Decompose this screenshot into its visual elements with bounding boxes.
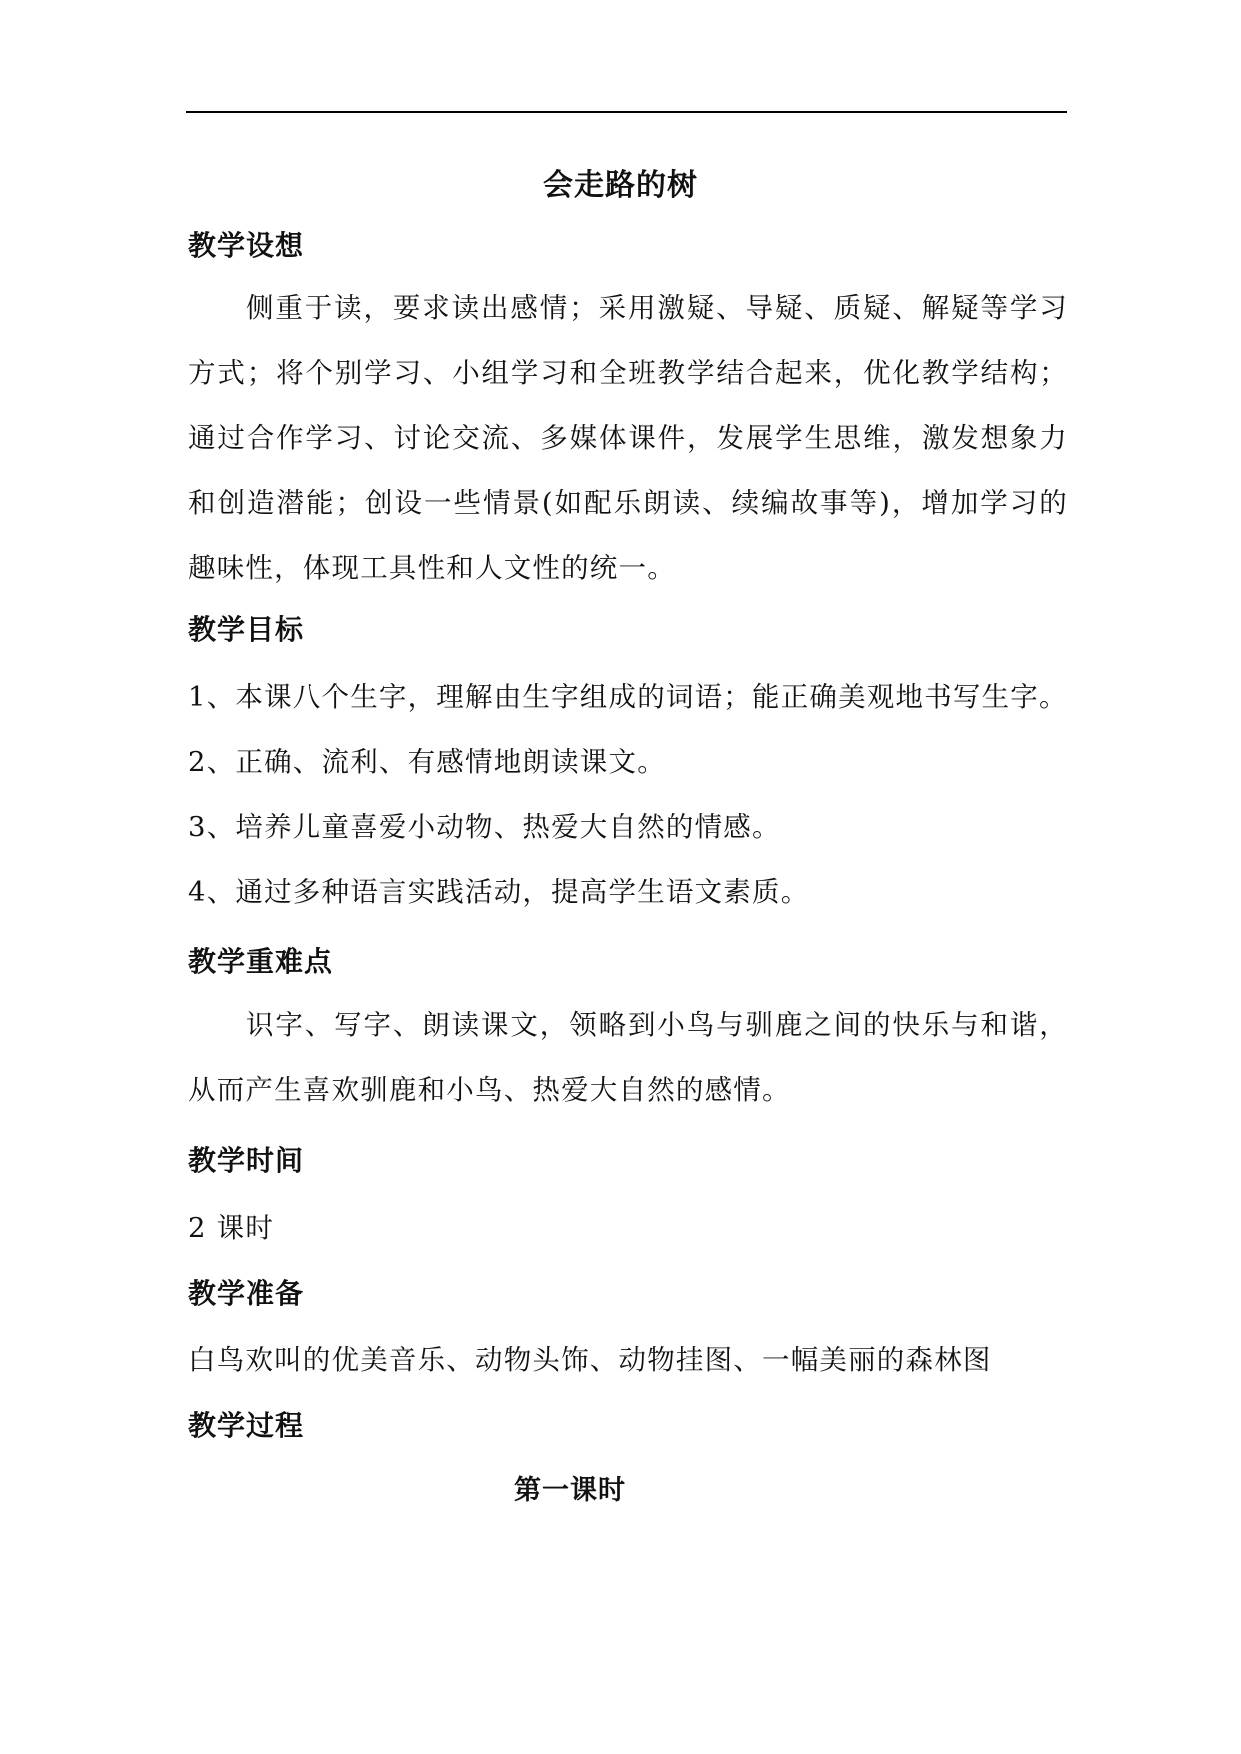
goal-item-3: 3、培养儿童喜爱小动物、热爱大自然的情感。 — [188, 811, 781, 843]
section-heading-prep: 教学准备 — [188, 1277, 305, 1310]
lesson-subheading: 第一课时 — [514, 1475, 626, 1506]
goal-item-4: 4、通过多种语言实践活动，提高学生语文素质。 — [188, 876, 810, 908]
section-heading-goals: 教学目标 — [188, 613, 305, 646]
goal-item-2: 2、正确、流利、有感情地朗读课文。 — [188, 746, 666, 778]
goal-item-1: 1、本课八个生字，理解由生字组成的词语；能正确美观地书写生字。 — [188, 681, 1068, 713]
section-body-prep: 白鸟欢叫的优美音乐、动物头饰、动物挂图、一幅美丽的森林图 — [188, 1344, 992, 1376]
section-heading-keypoints: 教学重难点 — [188, 945, 334, 978]
section-heading-time: 教学时间 — [188, 1144, 305, 1177]
section-body-keypoints: 识字、写字、朗读课文，领略到小鸟与驯鹿之间的快乐与和谐，从而产生喜欢驯鹿和小鸟、热爱大自然的感情。 — [188, 1009, 1068, 1106]
header-rule — [186, 111, 1067, 113]
document-title: 会走路的树 — [543, 168, 698, 203]
section-heading-design: 教学设想 — [188, 229, 305, 262]
section-body-design: 侧重于读，要求读出感情；采用激疑、导疑、质疑、解疑等学习方式；将个别学习、小组学习和全班教学结合起来，优化教学结构；通过合作学习、讨论交流、多媒体课件，发展学生思维，激发想象力和创造潜能；创设一些情景(如配乐朗读、续编故事等)，增加学习的趣味性，体现工具性和人文性的统一。 — [188, 292, 1068, 584]
section-body-time: 2 课时 — [188, 1212, 275, 1244]
section-heading-process: 教学过程 — [188, 1409, 305, 1442]
